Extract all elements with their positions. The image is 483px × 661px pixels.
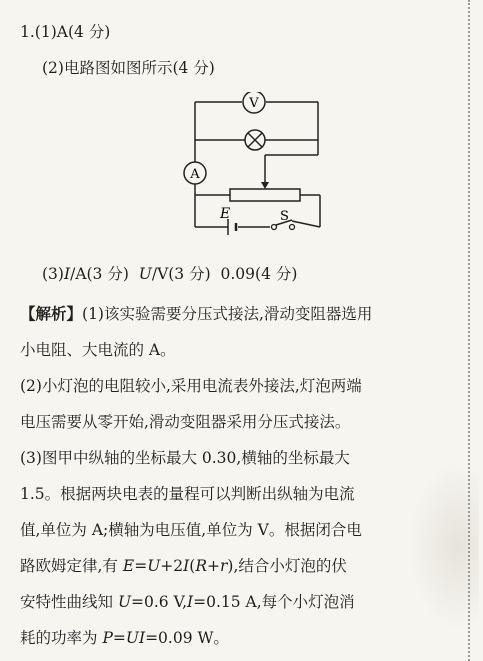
voltmeter-label: V xyxy=(249,96,259,111)
analysis-line-2: 小电阻、大电流的 A。 xyxy=(20,341,176,359)
axis-i-unit: /A(3 分) xyxy=(70,265,129,283)
analysis-line-7: 值,单位为 A;横轴为电压值,单位为 V。根据闭合电 xyxy=(20,521,362,539)
answer-part-2: (2)电路图如图所示(4 分) xyxy=(42,59,215,77)
axis-u-unit: /V(3 分) xyxy=(151,265,211,283)
analysis-line-9: 安特性曲线知 U=0.6 V,I=0.15 A,每个小灯泡消 xyxy=(20,593,355,611)
axis-i-symbol: I xyxy=(63,265,71,283)
part-3-prefix: (3) xyxy=(42,265,64,283)
analysis-line-6: 1.5。根据两块电表的量程可以判断出纵轴为电流 xyxy=(20,485,355,503)
analysis-line-8: 路欧姆定律,有 E=U+2I(R+r),结合小灯泡的伏 xyxy=(20,557,347,575)
analysis-line-1: 【解析】(1)该实验需要分压式接法,滑动变阻器选用 xyxy=(20,304,373,323)
power-answer: 0.09(4 分) xyxy=(220,265,298,283)
analysis-line-3: (2)小灯泡的电阻较小,采用电流表外接法,灯泡两端 xyxy=(20,377,362,395)
emf-label: E xyxy=(220,206,231,222)
ammeter-label: A xyxy=(190,167,200,182)
analysis-tag: 【解析】 xyxy=(20,304,83,323)
dotted-margin-line xyxy=(468,0,470,661)
circuit-diagram xyxy=(170,92,340,252)
analysis-line-4: 电压需要从零开始,滑动变阻器采用分压式接法。 xyxy=(20,413,351,431)
answer-part-3 xyxy=(42,264,297,284)
analysis-line-5: (3)图甲中纵轴的坐标最大 0.30,横轴的坐标最大 xyxy=(20,449,350,467)
analysis-line-10: 耗的功率为 P=UI=0.09 W。 xyxy=(20,629,229,647)
switch-label: S xyxy=(280,209,289,224)
axis-u-symbol: U xyxy=(138,265,152,283)
answer-part-1: 1.(1)A(4 分) xyxy=(20,23,111,41)
